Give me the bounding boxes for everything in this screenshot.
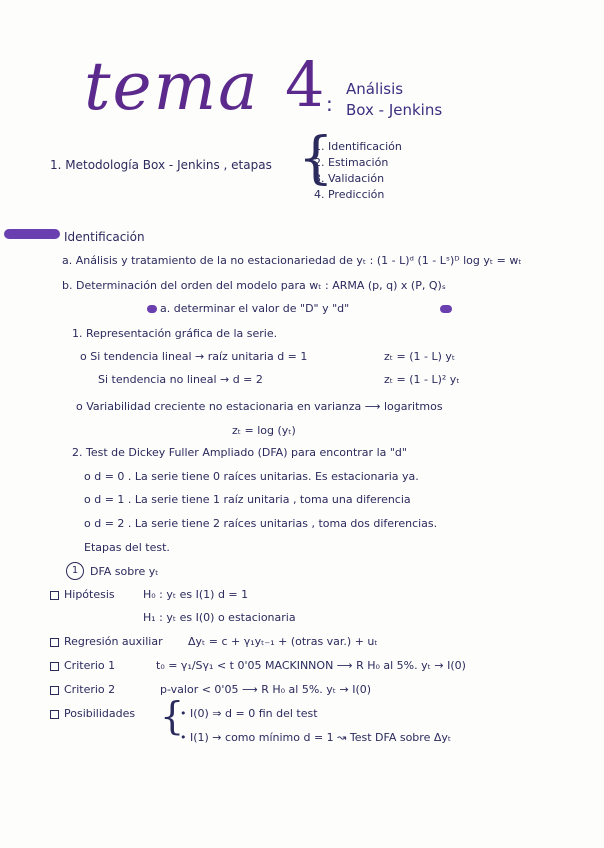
ident-b: b. Determinación del orden del modelo para wₜ : ARMA (p, q) x (P, Q)ₛ (62, 279, 446, 292)
test-dfa: 2. Test de Dickey Fuller Ampliado (DFA) para encontrar la "d" (72, 446, 407, 459)
checkbox-icon (50, 638, 59, 647)
etapa-item: 3. Validación (314, 172, 385, 185)
hip-label: Hipótesis (64, 588, 115, 601)
pos-label: Posibilidades (64, 707, 136, 720)
section-heading: Identificación (64, 230, 145, 244)
title-sub2: Box - Jenkins (346, 101, 443, 119)
etapa-item: 1. Identificación (314, 140, 402, 153)
posibilidad-2: • I(1) → como mínimo d = 1 ↝ Test DFA sobre Δyₜ (180, 731, 452, 744)
r1-right: zₜ = (1 - L) yₜ (384, 350, 456, 363)
brace: { (298, 126, 334, 191)
r2-left: Si tendencia no lineal → d = 2 (98, 373, 263, 386)
d1: o d = 1 . La serie tiene 1 raíz unitaria , toma una diferencia (84, 493, 411, 506)
metodologia-label: 1. Metodología Box - Jenkins , etapas (50, 158, 272, 172)
h0: H₀ : yₜ es I(1) d = 1 (143, 588, 249, 601)
etapas-test: Etapas del test. (84, 541, 170, 554)
ident-a: a. Análisis y tratamiento de la no estacionariedad de yₜ : (1 - L)ᵈ (1 - Lˢ)ᴰ log yₜ = wₜ (62, 254, 522, 267)
c1-eq: t₀ = γ₁/Sγ₁ < t 0'05 MACKINNON ⟶ R H₀ al 5%. yₜ → I(0) (156, 659, 466, 672)
c2-label: Criterio 2 (64, 683, 116, 696)
title-colon: : (326, 92, 333, 116)
c1-label: Criterio 1 (64, 659, 116, 672)
d0: o d = 0 . La serie tiene 0 raíces unitarias. Es estacionaria ya. (84, 470, 419, 483)
checkbox-icon (50, 662, 59, 671)
rep: 1. Representación gráfica de la serie. (72, 327, 278, 340)
highlight-dot (440, 305, 452, 313)
etapa-item: 4. Predicción (314, 188, 385, 201)
title-sub1: Análisis (346, 80, 404, 98)
highlight-dot (147, 305, 157, 313)
checkbox-icon (50, 686, 59, 695)
etapa-item: 2. Estimación (314, 156, 389, 169)
r2-right: zₜ = (1 - L)² yₜ (384, 373, 460, 386)
ident-a2: a. determinar el valor de "D" y "d" (160, 302, 350, 315)
posibilidad-1: • I(0) ⇒ d = 0 fin del test (180, 707, 318, 720)
d2: o d = 2 . La serie tiene 2 raíces unitarias , toma dos diferencias. (84, 517, 438, 530)
brace: { (160, 694, 185, 738)
c2-eq: p-valor < 0'05 ⟶ R H₀ al 5%. yₜ → I(0) (160, 683, 372, 696)
reg-eq: Δyₜ = c + γ₁yₜ₋₁ + (otras var.) + uₜ (188, 635, 378, 648)
title-number: 4 (285, 48, 325, 121)
variabilidad: o Variabilidad creciente no estacionaria en varianza ⟶ logaritmos (76, 400, 443, 413)
reg-label: Regresión auxiliar (64, 635, 163, 648)
checkbox-icon (50, 591, 59, 600)
h1: H₁ : yₜ es I(0) o estacionaria (143, 611, 296, 624)
step-number: 1 (66, 562, 84, 580)
r1-left: o Si tendencia lineal → raíz unitaria d = 1 (80, 350, 308, 363)
checkbox-icon (50, 710, 59, 719)
z-log: zₜ = log (yₜ) (232, 424, 296, 437)
dfa-step: DFA sobre yₜ (90, 565, 159, 578)
title-word: tema (84, 48, 260, 125)
highlight-bar (4, 229, 60, 239)
